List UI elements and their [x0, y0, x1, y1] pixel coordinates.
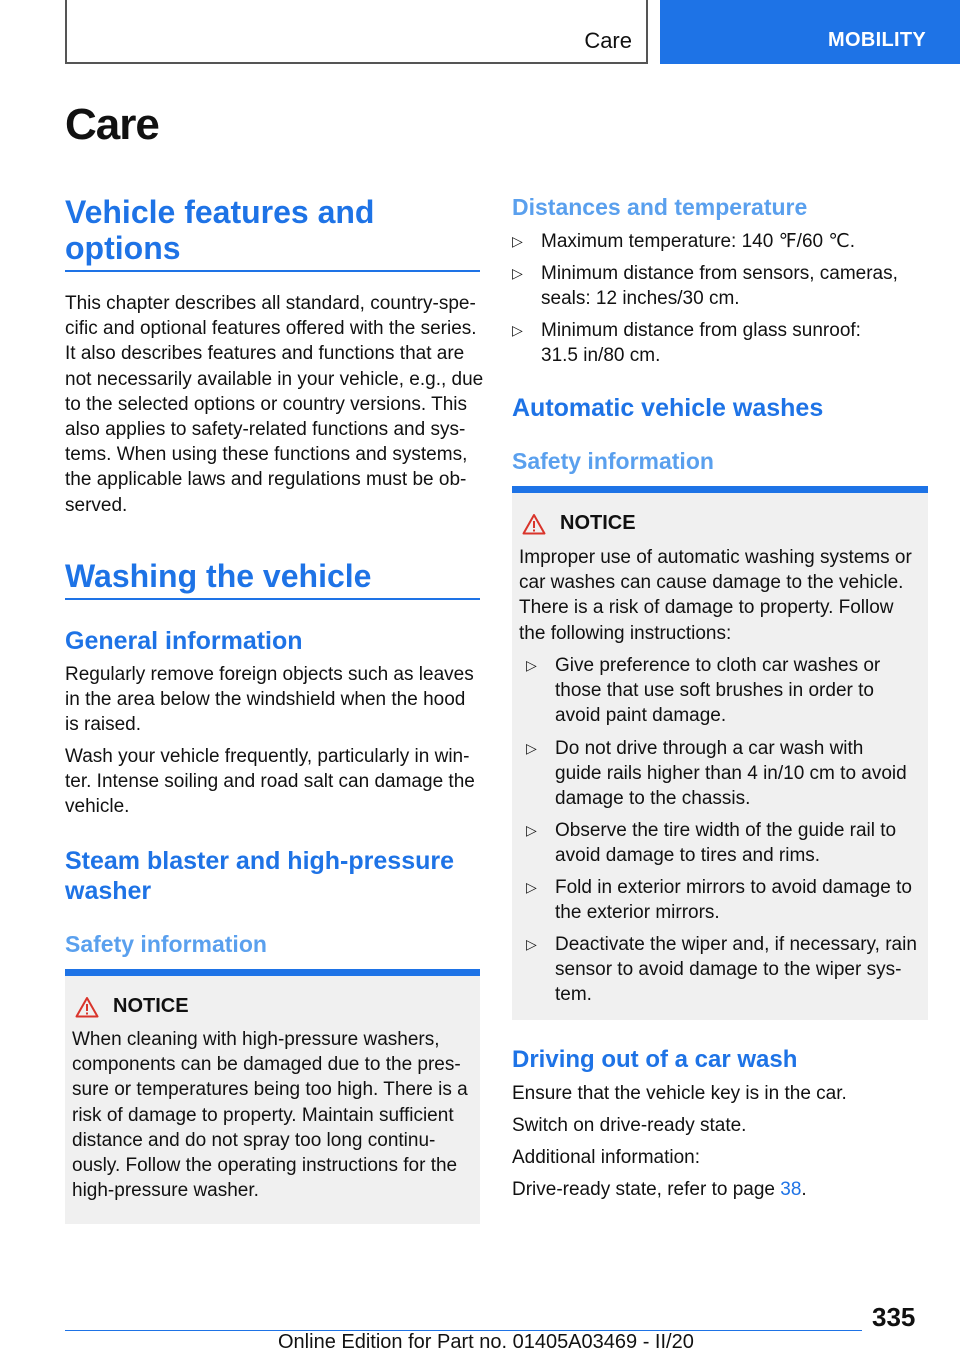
- triangle-right-outline-icon: ▷: [526, 657, 537, 673]
- triangle-right-outline-icon: ▷: [526, 740, 537, 756]
- header-section-label: Care: [584, 28, 632, 53]
- triangle-right-outline-icon: ▷: [526, 822, 537, 838]
- notice-label: NOTICE: [113, 995, 189, 1017]
- general-information-paragraph-2: Wash your vehicle frequently, particularly in win- ter. Intense soiling and road salt can damage the vehicle.: [65, 746, 475, 818]
- automatic-washes-heading: Automatic vehicle washes: [512, 394, 824, 422]
- warning-triangle-icon: [75, 996, 99, 1018]
- general-information-heading: General information: [65, 627, 303, 655]
- triangle-right-outline-icon: ▷: [526, 879, 537, 895]
- driving-out-reference: Drive-ready state, refer to page 38.: [512, 1179, 807, 1200]
- triangle-right-outline-icon: ▷: [526, 936, 537, 952]
- header-mobility-tab[interactable]: [660, 0, 960, 64]
- right-notice-box: NOTICE Improper use of automatic washing systems or car washes can cause damage to the vehicle. There is a risk of damage to property. Follow the following instructions: ▷ Give preference to cloth car washes or those that use soft brushes in order to avoid paint damage. ▷ Do not drive through a car wash with guide rails higher than 4 in/10 cm to avoid damage to the chassis. ▷ Observe the tire width of the guide rail to avoid damage to tires and rims. ▷ Fold in exterior mirrors to avoid damage to the exterior mirrors. ▷ Deactivate the wiper and, if necessary, rain sensor to avoid damage to the wiper sys- tem.: [512, 486, 928, 1020]
- general-information-paragraph-1: Regularly remove foreign objects such as leaves in the area below the windshield when the hood is raised.: [65, 664, 474, 736]
- header-tab-label: MOBILITY: [828, 29, 926, 51]
- triangle-right-outline-icon: ▷: [512, 265, 523, 281]
- page-title: Care: [65, 100, 159, 149]
- washing-vehicle-heading: Washing the vehicle: [65, 558, 372, 594]
- right-safety-information-heading: Safety information: [512, 448, 714, 474]
- left-notice-header: [75, 995, 189, 1018]
- right-notice-header: [522, 512, 636, 535]
- right-notice-intro: Improper use of automatic washing systems or car washes can cause damage to the vehicle. There is a risk of damage to property. Follow the following instructions:: [519, 547, 912, 644]
- vehicle-features-heading: Vehicle features and options: [65, 194, 375, 266]
- steam-blaster-heading: Steam blaster and high-pressure washer: [65, 847, 455, 905]
- left-notice-text: When cleaning with high-pressure washers, components can be damaged due to the pres- sure or temperatures being too high. There is a risk of damage to property. Maintain sufficient distance and do not spray too long continu- ously. Follow the operating instructions for the high-pressure washer.: [72, 1029, 468, 1202]
- footer-edition: Online Edition for Part no. 01405A03469 - II/20: [278, 1331, 694, 1353]
- triangle-right-outline-icon: ▷: [512, 322, 523, 338]
- left-notice-box: [65, 969, 480, 1224]
- distances-temperature-heading: Distances and temperature: [512, 194, 808, 220]
- page-number: 335: [872, 1302, 916, 1332]
- triangle-right-outline-icon: ▷: [512, 233, 523, 249]
- driving-out-heading: Driving out of a car wash: [512, 1046, 798, 1073]
- driving-out-paragraph-3: Additional information:: [512, 1147, 700, 1168]
- header-section-box: [65, 0, 648, 64]
- page-reference-link[interactable]: 38: [780, 1179, 802, 1200]
- heading-rule: [65, 598, 480, 600]
- notice-bar: [512, 486, 928, 493]
- vehicle-features-paragraph: This chapter describes all standard, country-spe- cific and optional features offered with the series. It also describes features and functions that are not necessarily available in your vehicle, e.g., due to the selected options or country versions. This also applies to safety-related functions and sys- tems. When using these functions and systems, the applicable laws and regulations must be ob- served.: [65, 293, 484, 516]
- left-safety-information-heading: Safety information: [65, 931, 267, 957]
- notice-bar: [65, 969, 480, 976]
- notice-label: NOTICE: [560, 512, 636, 534]
- driving-out-paragraph-1: Ensure that the vehicle key is in the car.: [512, 1083, 847, 1104]
- warning-triangle-icon: [522, 513, 546, 535]
- heading-rule: [65, 270, 480, 272]
- driving-out-paragraph-2: Switch on drive-ready state.: [512, 1115, 747, 1136]
